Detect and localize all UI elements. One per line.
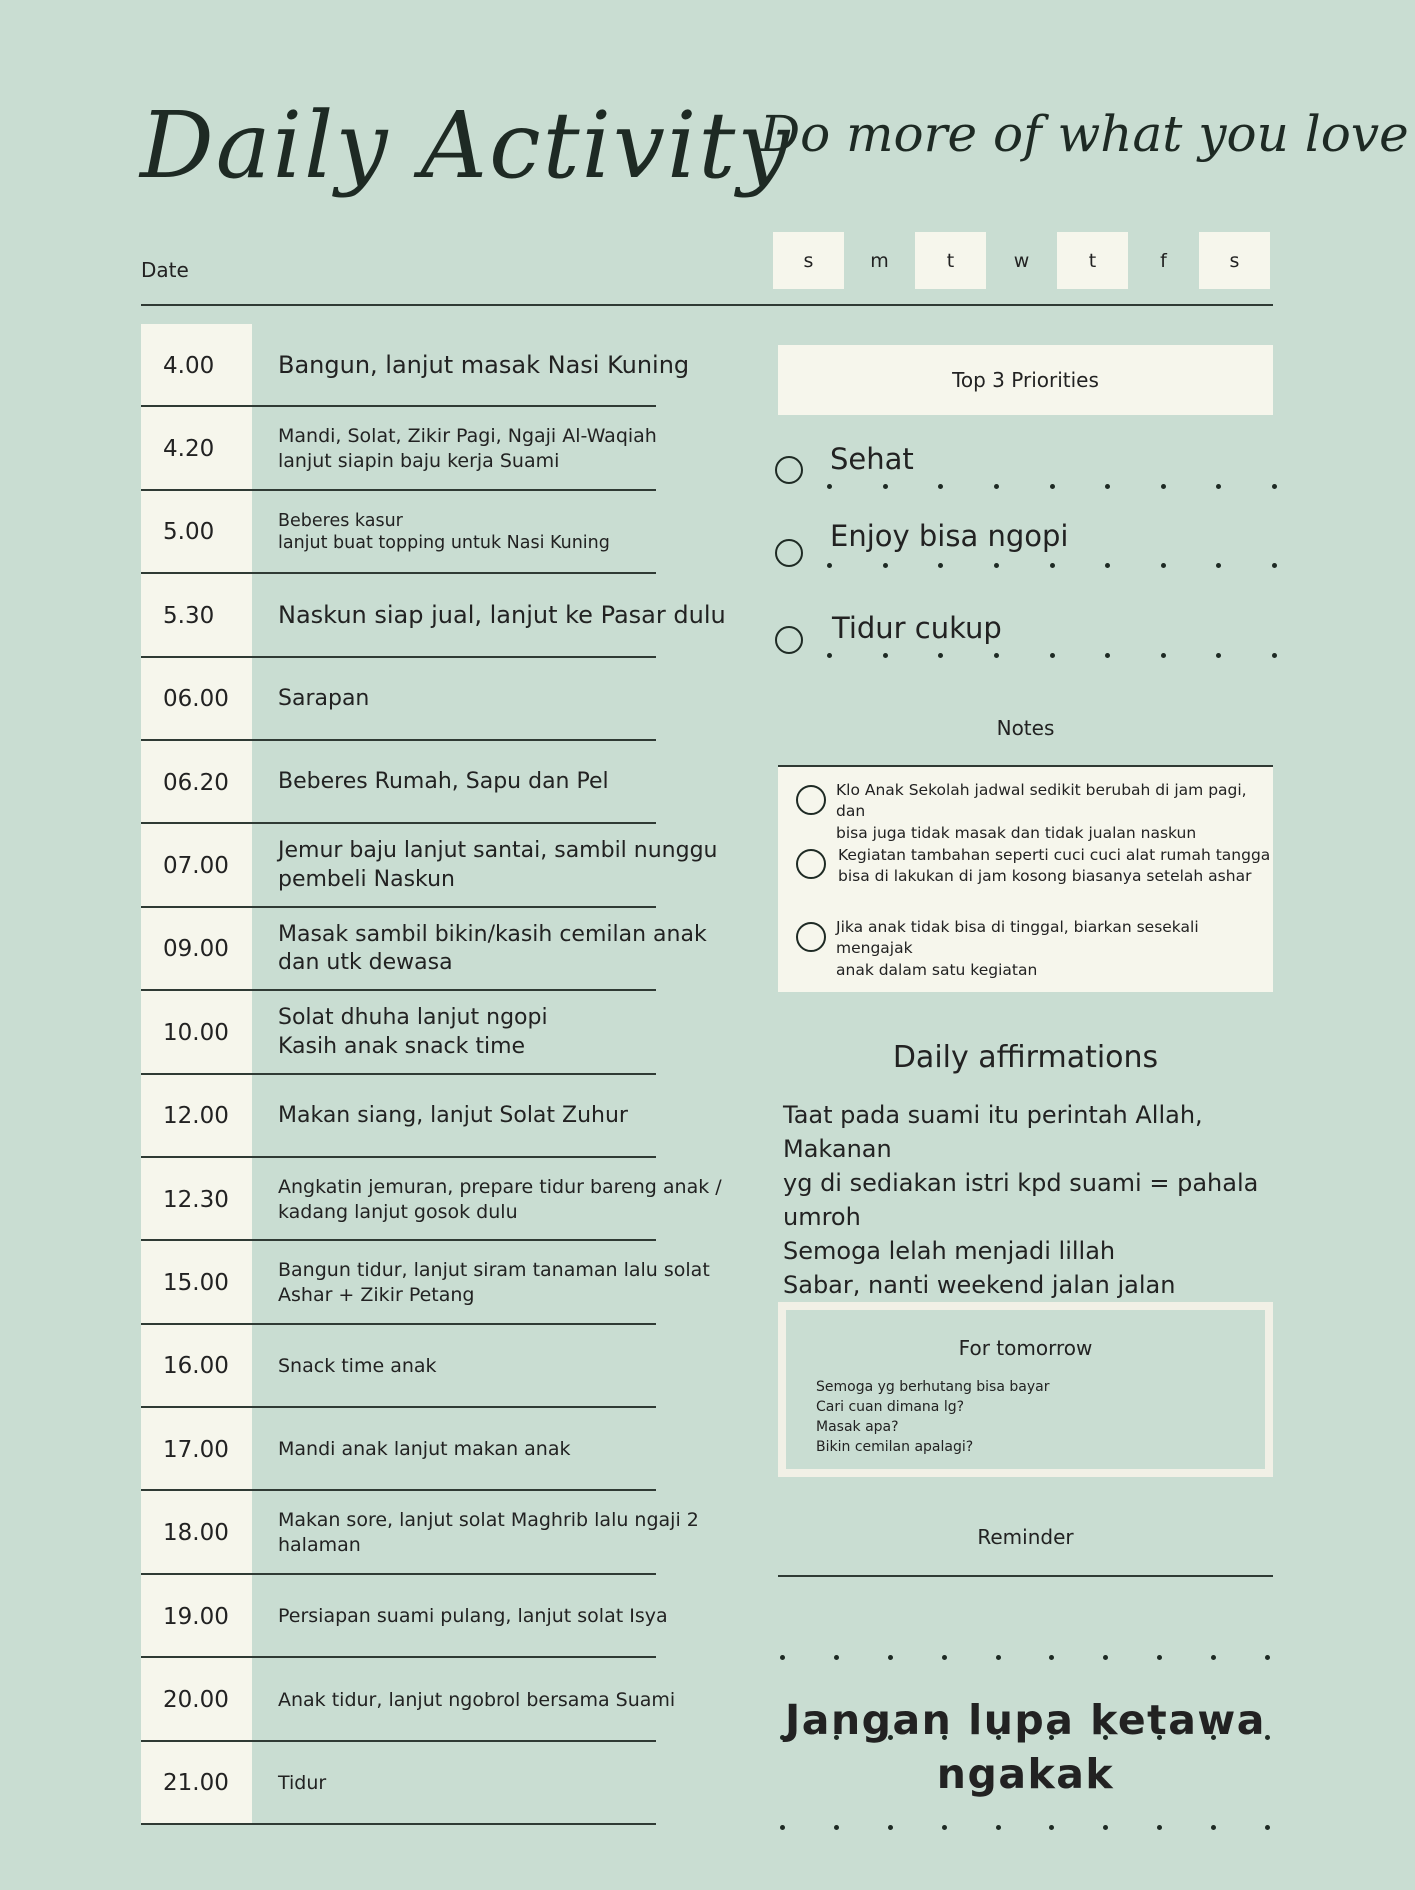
schedule-table xyxy=(141,324,741,1825)
note-checkbox[interactable] xyxy=(796,785,826,815)
weekday-monday[interactable]: m xyxy=(870,249,889,272)
priority-item xyxy=(775,442,1275,502)
priority-item xyxy=(775,519,1275,585)
schedule-row xyxy=(141,658,741,741)
time-cell: 4.20 xyxy=(141,407,252,490)
priority-checkbox[interactable] xyxy=(775,539,803,567)
notes-panel xyxy=(778,765,1273,992)
priority-text: Tidur cukup xyxy=(832,611,1002,645)
time-cell: 17.00 xyxy=(141,1408,252,1491)
weekday-sunday[interactable]: s xyxy=(773,232,844,289)
header-divider xyxy=(141,304,1273,306)
activity-text: Mandi anak lanjut makan anak xyxy=(278,1438,571,1461)
time-cell: 5.30 xyxy=(141,574,252,657)
schedule-row xyxy=(141,574,741,657)
priority-checkbox[interactable] xyxy=(775,626,803,654)
time-cell: 12.30 xyxy=(141,1158,252,1241)
activity-text: Angkatin jemuran, prepare tidur bareng anak / kadang lanjut gosok dulu xyxy=(278,1175,722,1223)
weekday-tuesday[interactable]: t xyxy=(915,232,986,289)
note-text: Klo Anak Sekolah jadwal sedikit berubah di jam pagi, dan bisa juga tidak masak dan tidak jualan naskun xyxy=(836,781,1247,842)
page-title: Daily Activity xyxy=(140,92,792,199)
schedule-row xyxy=(141,491,741,574)
priority-text: Enjoy bisa ngopi xyxy=(830,519,1069,553)
time-cell: 09.00 xyxy=(141,908,252,991)
activity-text: Masak sambil bikin/kasih cemilan anak dan utk dewasa xyxy=(278,921,707,976)
note-checkbox[interactable] xyxy=(796,849,826,879)
activity-text: Solat dhuha lanjut ngopi Kasih anak snack time xyxy=(278,1005,548,1059)
activity-text: Beberes kasur lanjut buat topping untuk Nasi Kuning xyxy=(278,510,610,554)
weekday-wednesday[interactable]: w xyxy=(1013,249,1030,272)
reminder-text: Jangan lupa ketawa ngakak xyxy=(785,1696,1266,1799)
tomorrow-panel xyxy=(778,1302,1273,1477)
time-cell: 06.00 xyxy=(141,658,252,741)
schedule-row xyxy=(141,1742,741,1825)
activity-text: Sarapan xyxy=(278,685,370,711)
reminder-heading: Reminder xyxy=(977,1525,1074,1549)
dotted-line xyxy=(780,1655,1270,1660)
weekday-selector xyxy=(773,232,1270,289)
schedule-row xyxy=(141,1158,741,1241)
schedule-row xyxy=(141,908,741,991)
schedule-row xyxy=(141,1658,741,1741)
time-cell: 5.00 xyxy=(141,491,252,574)
priority-checkbox[interactable] xyxy=(775,456,803,484)
schedule-row xyxy=(141,1575,741,1658)
schedule-row xyxy=(141,1241,741,1324)
dotted-line xyxy=(827,563,1277,568)
date-label: Date xyxy=(141,258,189,282)
activity-text: Snack time anak xyxy=(278,1355,437,1378)
tomorrow-list: Semoga yg berhutang bisa bayar Cari cuan dimana lg? Masak apa? Bikin cemilan apalagi? xyxy=(816,1379,1050,1455)
time-cell: 12.00 xyxy=(141,1075,252,1158)
activity-text: Mandi, Solat, Zikir Pagi, Ngaji Al-Waqiah lanjut siapin baju kerja Suami xyxy=(278,425,657,473)
row-divider xyxy=(141,1823,656,1825)
time-cell: 4.00 xyxy=(141,324,252,407)
notes-heading: Notes xyxy=(996,716,1055,740)
affirmations-heading: Daily affirmations xyxy=(892,1040,1159,1075)
priority-item xyxy=(775,611,1275,675)
schedule-row xyxy=(141,741,741,824)
time-cell: 10.00 xyxy=(141,991,252,1074)
priorities-heading: Top 3 Priorities xyxy=(778,345,1273,415)
weekday-thursday[interactable]: t xyxy=(1057,232,1128,289)
dotted-line xyxy=(827,653,1277,658)
schedule-row xyxy=(141,824,741,907)
activity-text: Bangun tidur, lanjut siram tanaman lalu solat Ashar + Zikir Petang xyxy=(278,1259,710,1306)
tomorrow-heading: For tomorrow xyxy=(958,1336,1093,1360)
activity-text: Beberes Rumah, Sapu dan Pel xyxy=(278,769,609,795)
activity-text: Naskun siap jual, lanjut ke Pasar dulu xyxy=(278,601,726,630)
activity-text: Anak tidur, lanjut ngobrol bersama Suami xyxy=(278,1688,676,1711)
tagline: Do more of what you love xyxy=(760,105,1409,163)
activity-text: Makan sore, lanjut solat Maghrib lalu ngaji 2 halaman xyxy=(278,1509,699,1557)
schedule-row xyxy=(141,1325,741,1408)
activity-text: Jemur baju lanjut santai, sambil nunggu pembeli Naskun xyxy=(278,838,718,893)
weekday-friday[interactable]: f xyxy=(1160,249,1167,272)
activity-text: Bangun, lanjut masak Nasi Kuning xyxy=(278,351,690,380)
dotted-line xyxy=(780,1825,1270,1830)
affirmations-text: Taat pada suami itu perintah Allah, Makanan yg di sediakan istri kpd suami = pahala umroh Semoga lelah menjadi lillah Sabar, nanti weekend jalan jalan xyxy=(783,1101,1259,1300)
schedule-row xyxy=(141,1491,741,1574)
time-cell: 21.00 xyxy=(141,1742,252,1825)
schedule-row xyxy=(141,1075,741,1158)
note-text: Kegiatan tambahan seperti cuci cuci alat rumah tangga bisa di lakukan di jam kosong biasanya setelah ashar xyxy=(838,846,1271,886)
note-text: Jika anak tidak bisa di tinggal, biarkan sesekali mengajak anak dalam satu kegiatan xyxy=(836,918,1199,979)
activity-text: Makan siang, lanjut Solat Zuhur xyxy=(278,1102,628,1128)
time-cell: 18.00 xyxy=(141,1491,252,1574)
weekday-saturday[interactable]: s xyxy=(1199,232,1270,289)
schedule-row xyxy=(141,1408,741,1491)
time-cell: 15.00 xyxy=(141,1241,252,1324)
reminder-divider xyxy=(778,1575,1273,1577)
time-cell: 19.00 xyxy=(141,1575,252,1658)
schedule-row xyxy=(141,407,741,490)
time-cell: 06.20 xyxy=(141,741,252,824)
dotted-line xyxy=(827,484,1277,489)
priority-text: Sehat xyxy=(830,442,914,476)
note-checkbox[interactable] xyxy=(796,922,826,952)
time-cell: 20.00 xyxy=(141,1658,252,1741)
time-cell: 07.00 xyxy=(141,824,252,907)
activity-text: Tidur xyxy=(278,1771,327,1794)
schedule-row xyxy=(141,991,741,1074)
time-cell: 16.00 xyxy=(141,1325,252,1408)
activity-text: Persiapan suami pulang, lanjut solat Isya xyxy=(278,1605,668,1628)
schedule-row xyxy=(141,324,741,407)
